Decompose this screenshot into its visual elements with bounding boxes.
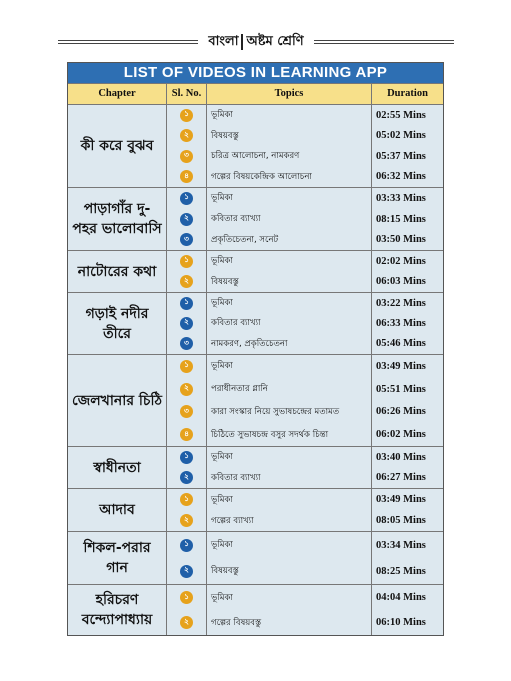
table-row[interactable] [167, 468, 443, 489]
serial-number-badge: ২ [180, 565, 193, 578]
table-row[interactable] [167, 423, 443, 446]
sl-cell [167, 510, 207, 531]
table-title: LIST OF VIDEOS IN LEARNING APP [68, 63, 443, 83]
chapter-group [68, 187, 443, 250]
serial-number-badge: ৩ [180, 337, 193, 350]
topic-cell: ভূমিকা [207, 188, 372, 209]
serial-number-badge: ২ [180, 275, 193, 288]
table-row[interactable] [167, 126, 443, 147]
topic-cell: গল্পের বিষয়কেন্দ্রিক আলোচনা [207, 167, 372, 188]
topic-cell: ভূমিকা [207, 532, 372, 558]
sl-cell [167, 401, 207, 424]
duration-cell: 06:32 Mins [376, 171, 426, 183]
topic-cell: প্রকৃতিচেতনা, সনেট [207, 229, 372, 250]
duration-cell: 05:02 Mins [376, 130, 426, 142]
topic-cell: নামকরণ, প্রকৃতিচেতনা [207, 334, 372, 354]
sl-cell [167, 272, 207, 293]
chapter-group [68, 531, 443, 584]
serial-number-badge: ২ [180, 616, 193, 629]
serial-number-badge: ১ [180, 297, 193, 310]
serial-number-badge: ৪ [180, 170, 193, 183]
sl-cell [167, 313, 207, 333]
col-topics: Topics [207, 84, 372, 104]
serial-number-badge: ১ [180, 591, 193, 604]
table-row[interactable] [167, 209, 443, 230]
table-row[interactable] [167, 610, 443, 635]
sl-cell [167, 532, 207, 558]
page-header [58, 32, 454, 60]
chapter-group [68, 354, 443, 446]
topic-cell: ভূমিকা [207, 251, 372, 272]
serial-number-badge: ১ [180, 255, 193, 268]
topic-cell: ভূমিকা [207, 105, 372, 126]
table-body [68, 104, 443, 635]
topic-cell: কারা সংস্কার নিয়ে সুভাষচন্দ্রের মতামত [207, 401, 372, 424]
serial-number-badge: ৩ [180, 405, 193, 418]
serial-number-badge: ২ [180, 383, 193, 396]
chapter-name: নাটোরের কথা [68, 251, 167, 292]
topic-cell: পরাধীনতার গ্লানি [207, 378, 372, 401]
serial-number-badge: ২ [180, 471, 193, 484]
duration-cell: 02:55 Mins [376, 109, 426, 121]
table-row[interactable] [167, 146, 443, 167]
chapter-name: কী করে বুঝব [68, 105, 167, 187]
chapter-group [68, 292, 443, 354]
col-sl-no: Sl. No. [167, 84, 207, 104]
serial-number-badge: ১ [180, 539, 193, 552]
topic-cell: বিষয়বস্তু [207, 558, 372, 584]
chapter-group [68, 488, 443, 531]
sl-cell [167, 447, 207, 468]
topic-cell: ভূমিকা [207, 447, 372, 468]
sl-cell [167, 229, 207, 250]
serial-number-badge: ২ [180, 317, 193, 330]
table-row[interactable] [167, 401, 443, 424]
sl-cell [167, 334, 207, 354]
duration-cell: 03:49 Mins [376, 360, 426, 372]
topic-cell: কবিতার ব্যাখ্যা [207, 468, 372, 489]
sl-cell [167, 489, 207, 510]
table-row[interactable] [167, 489, 443, 510]
duration-cell: 08:05 Mins [376, 515, 426, 526]
serial-number-badge: ১ [180, 360, 193, 373]
table-row[interactable] [167, 558, 443, 584]
chapter-name: স্বাধীনতা [68, 447, 167, 488]
table-row[interactable] [167, 105, 443, 126]
sl-cell [167, 209, 207, 230]
sl-cell [167, 610, 207, 635]
topic-cell: ভূমিকা [207, 293, 372, 313]
duration-cell: 08:15 Mins [376, 213, 426, 225]
header-divider [241, 34, 243, 50]
chapter-group [68, 250, 443, 292]
serial-number-badge: ১ [180, 109, 193, 122]
duration-cell: 03:22 Mins [376, 297, 426, 309]
duration-cell: 06:02 Mins [376, 429, 426, 441]
duration-cell: 04:04 Mins [376, 592, 426, 603]
sl-cell [167, 378, 207, 401]
table-row[interactable] [167, 251, 443, 272]
topic-cell: ভূমিকা [207, 585, 372, 610]
topic-cell: চিঠিতে সুভাষচন্দ্র বসুর সদর্থক চিন্তা [207, 423, 372, 446]
duration-cell: 06:10 Mins [376, 617, 426, 628]
topic-cell: গল্পের বিষয়বস্তু [207, 610, 372, 635]
serial-number-badge: ২ [180, 213, 193, 226]
serial-number-badge: ২ [180, 514, 193, 527]
sl-cell [167, 126, 207, 147]
sl-cell [167, 293, 207, 313]
serial-number-badge: ৩ [180, 150, 193, 163]
table-row[interactable] [167, 585, 443, 610]
chapter-name: গড়াই নদীর তীরে [68, 293, 167, 354]
table-row[interactable] [167, 272, 443, 293]
sl-cell [167, 355, 207, 378]
duration-cell: 02:02 Mins [376, 255, 426, 267]
header-rule-left [58, 40, 198, 44]
duration-cell: 03:49 Mins [376, 494, 426, 505]
sl-cell [167, 558, 207, 584]
duration-cell: 05:51 Mins [376, 383, 426, 395]
chapter-name: আদাব [68, 489, 167, 531]
serial-number-badge: ৩ [180, 233, 193, 246]
table-row[interactable] [167, 229, 443, 250]
header-rule-right [314, 40, 454, 44]
col-duration: Duration [387, 88, 428, 99]
serial-number-badge: ১ [180, 493, 193, 506]
topic-cell: ভূমিকা [207, 489, 372, 510]
table-row[interactable] [167, 510, 443, 531]
sl-cell [167, 251, 207, 272]
duration-cell: 03:40 Mins [376, 451, 426, 463]
table-row[interactable] [167, 378, 443, 401]
table-row[interactable] [167, 167, 443, 188]
sl-cell [167, 188, 207, 209]
duration-cell: 05:46 Mins [376, 338, 426, 350]
chapter-name: হরিচরণ বন্দ্যোপাধ্যায় [68, 585, 167, 635]
chapter-name: জেলখানার চিঠি [68, 355, 167, 446]
duration-cell: 06:27 Mins [376, 472, 426, 484]
header-title [208, 32, 304, 52]
table-row[interactable] [167, 355, 443, 378]
chapter-group [68, 104, 443, 187]
sl-cell [167, 423, 207, 446]
duration-cell: 06:26 Mins [376, 406, 426, 418]
table-row[interactable] [167, 313, 443, 333]
topic-cell: চরিত্র আলোচনা, নামকরণ [207, 146, 372, 167]
table-row[interactable] [167, 447, 443, 468]
duration-cell: 08:25 Mins [376, 565, 426, 577]
topic-cell: গল্পের ব্যাখ্যা [207, 510, 372, 531]
serial-number-badge: ১ [180, 192, 193, 205]
duration-cell: 06:33 Mins [376, 317, 426, 329]
sl-cell [167, 105, 207, 126]
duration-cell: 03:50 Mins [376, 234, 426, 246]
table-row[interactable] [167, 532, 443, 558]
topic-cell: ভূমিকা [207, 355, 372, 378]
sl-cell [167, 146, 207, 167]
topic-cell: বিষয়বস্তু [207, 272, 372, 293]
topic-cell: কবিতার ব্যাখ্যা [207, 209, 372, 230]
col-chapter: Chapter [68, 84, 167, 104]
duration-cell: 03:33 Mins [376, 192, 426, 204]
duration-cell: 05:37 Mins [376, 150, 426, 162]
table-header-row [68, 83, 443, 104]
serial-number-badge: ১ [180, 451, 193, 464]
duration-cell: 06:03 Mins [376, 276, 426, 288]
serial-number-badge: ২ [180, 129, 193, 142]
chapter-name: পাড়াগাঁর দু-পহর ভালোবাসি [68, 188, 167, 250]
topic-cell: কবিতার ব্যাখ্যা [207, 313, 372, 333]
table-row[interactable] [167, 293, 443, 313]
sl-cell [167, 585, 207, 610]
serial-number-badge: ৪ [180, 428, 193, 441]
class-label: অষ্টম শ্রেণি [246, 34, 304, 49]
sl-cell [167, 167, 207, 188]
topic-cell: বিষয়বস্তু [207, 126, 372, 147]
subject-label: বাংলা [208, 34, 239, 49]
chapter-group [68, 446, 443, 488]
table-row[interactable] [167, 334, 443, 354]
video-list-table [67, 62, 444, 636]
chapter-group [68, 584, 443, 635]
chapter-name: শিকল-পরার গান [68, 532, 167, 584]
table-row[interactable] [167, 188, 443, 209]
sl-cell [167, 468, 207, 489]
duration-cell: 03:34 Mins [376, 539, 426, 551]
